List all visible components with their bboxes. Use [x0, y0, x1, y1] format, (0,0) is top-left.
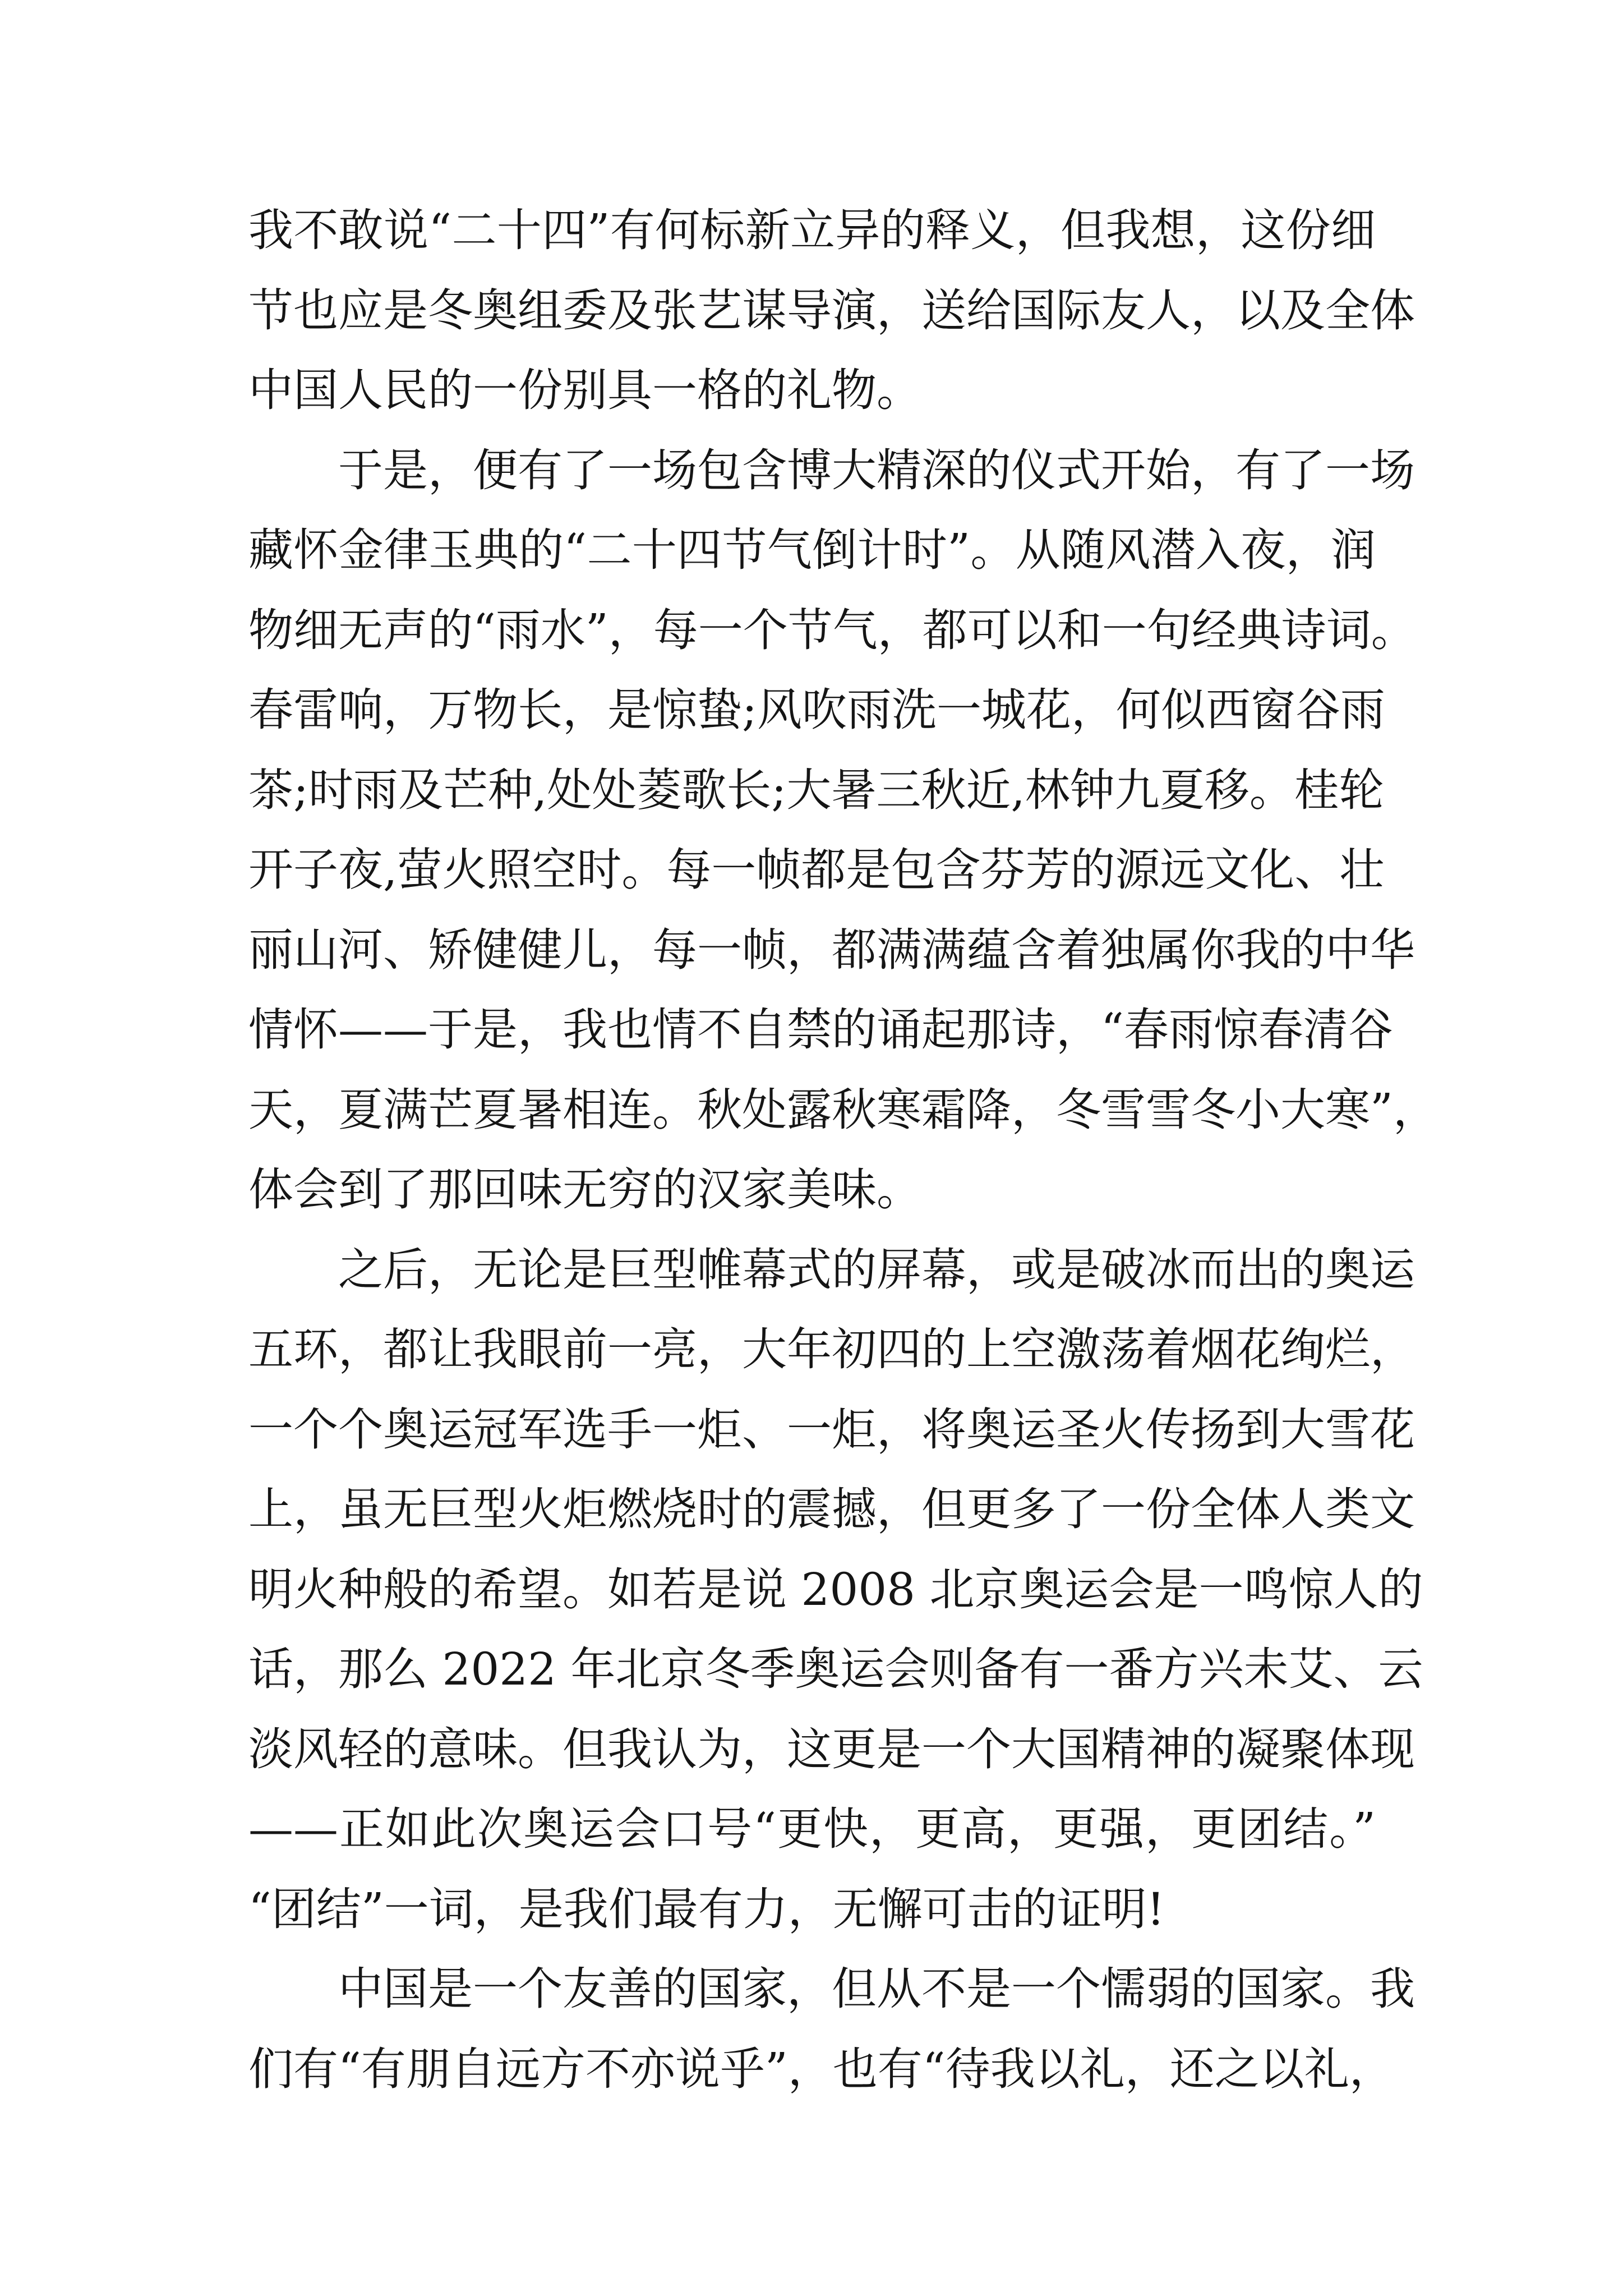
text-line: 丽山河、矫健健儿，每一帧，都满满蕴含着独属你我的中华	[248, 923, 1415, 976]
text-line: 五环，都让我眼前一亮，大年初四的上空激荡着烟花绚烂，	[248, 1323, 1415, 1375]
text-line: 天，夏满芒夏暑相连。秋处露秋寒霜降，冬雪雪冬小大寒”，	[248, 1083, 1438, 1136]
body-text	[248, 191, 1438, 2109]
text-line: “团结”一词，是我们最有力，无懈可击的证明!	[248, 1883, 1165, 1935]
text-line: 节也应是冬奥组委及张艺谋导演，送给国际友人，以及全体	[248, 284, 1415, 337]
text-line: 开子夜,萤火照空时。每一帧都是包含芬芳的源远文化、壮	[248, 844, 1385, 896]
text-line: 淡风轻的意味。但我认为，这更是一个大国精神的凝聚体现	[248, 1723, 1415, 1775]
text-line: 们有“有朋自远方不亦说乎”，也有“待我以礼，还之以礼，	[248, 2042, 1394, 2095]
paragraph-first-line: 于是，便有了一场包含博大精深的仪式开始，有了一场	[338, 444, 1415, 496]
paragraph-first-line: 之后，无论是巨型帷幕式的屏幕，或是破冰而出的奥运	[338, 1243, 1415, 1296]
text-line: 一个个奥运冠军选手一炬、一炬，将奥运圣火传扬到大雪花	[248, 1403, 1415, 1456]
text-line: 话，那么 2022 年北京冬季奥运会则备有一番方兴未艾、云	[248, 1643, 1423, 1695]
text-line: ——正如此次奥运会口号“更快，更高，更强，更团结。”	[248, 1803, 1376, 1855]
text-line: 物细无声的“雨水”，每一个节气，都可以和一句经典诗词。	[248, 604, 1416, 656]
text-line: 体会到了那回味无穷的汉家美味。	[248, 1163, 921, 1216]
text-line: 上，虽无巨型火炬燃烧时的震撼，但更多了一份全体人类文	[248, 1483, 1415, 1535]
text-line: 藏怀金律玉典的“二十四节气倒计时”。从随风潜入夜，润	[248, 524, 1376, 576]
text-line: 我不敢说“二十四”有何标新立异的释义，但我想，这份细	[248, 204, 1376, 256]
text-line: 情怀——于是，我也情不自禁的诵起那诗，“春雨惊春清谷	[248, 1004, 1393, 1056]
text-line: 春雷响，万物长，是惊蛰;风吹雨洗一城花，何似西窗谷雨	[248, 684, 1385, 736]
text-line: 中国人民的一份别具一格的礼物。	[248, 364, 921, 416]
paragraph-first-line: 中国是一个友善的国家，但从不是一个懦弱的国家。我	[338, 1963, 1415, 2015]
text-line: 明火种般的希望。如若是说 2008 北京奥运会是一鸣惊人的	[248, 1563, 1423, 1616]
text-line: 茶;时雨及芒种,处处菱歌长;大暑三秋近,林钟九夏移。桂轮	[248, 763, 1384, 816]
